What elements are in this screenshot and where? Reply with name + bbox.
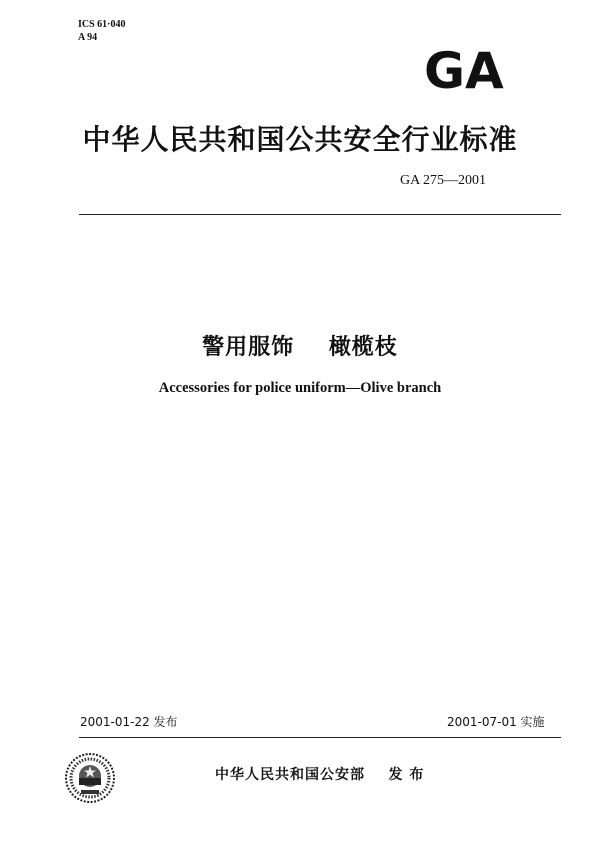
national-emblem-icon — [64, 752, 116, 804]
ga-logo — [424, 40, 522, 92]
document-title-zh: 警用服饰 橄榄枝 — [202, 335, 398, 360]
publisher: 中华人民共和国公安部 发 布 — [215, 767, 425, 783]
bottom-divider — [79, 737, 561, 738]
standard-number: GA 275—2001 — [400, 173, 486, 188]
standard-category-title: 中华人民共和国公共安全行业标准 — [82, 123, 518, 156]
classification-code: A 94 — [78, 32, 98, 43]
document-title-en: Accessories for police uniform—Olive branch — [158, 380, 442, 396]
implementation-date: 2001-07-01 实施 — [447, 715, 545, 729]
top-divider — [79, 214, 561, 215]
issue-date: 2001-01-22 发布 — [80, 715, 178, 729]
ics-code: ICS 61·040 — [78, 19, 126, 30]
ga-logo-text: GA — [424, 42, 504, 92]
